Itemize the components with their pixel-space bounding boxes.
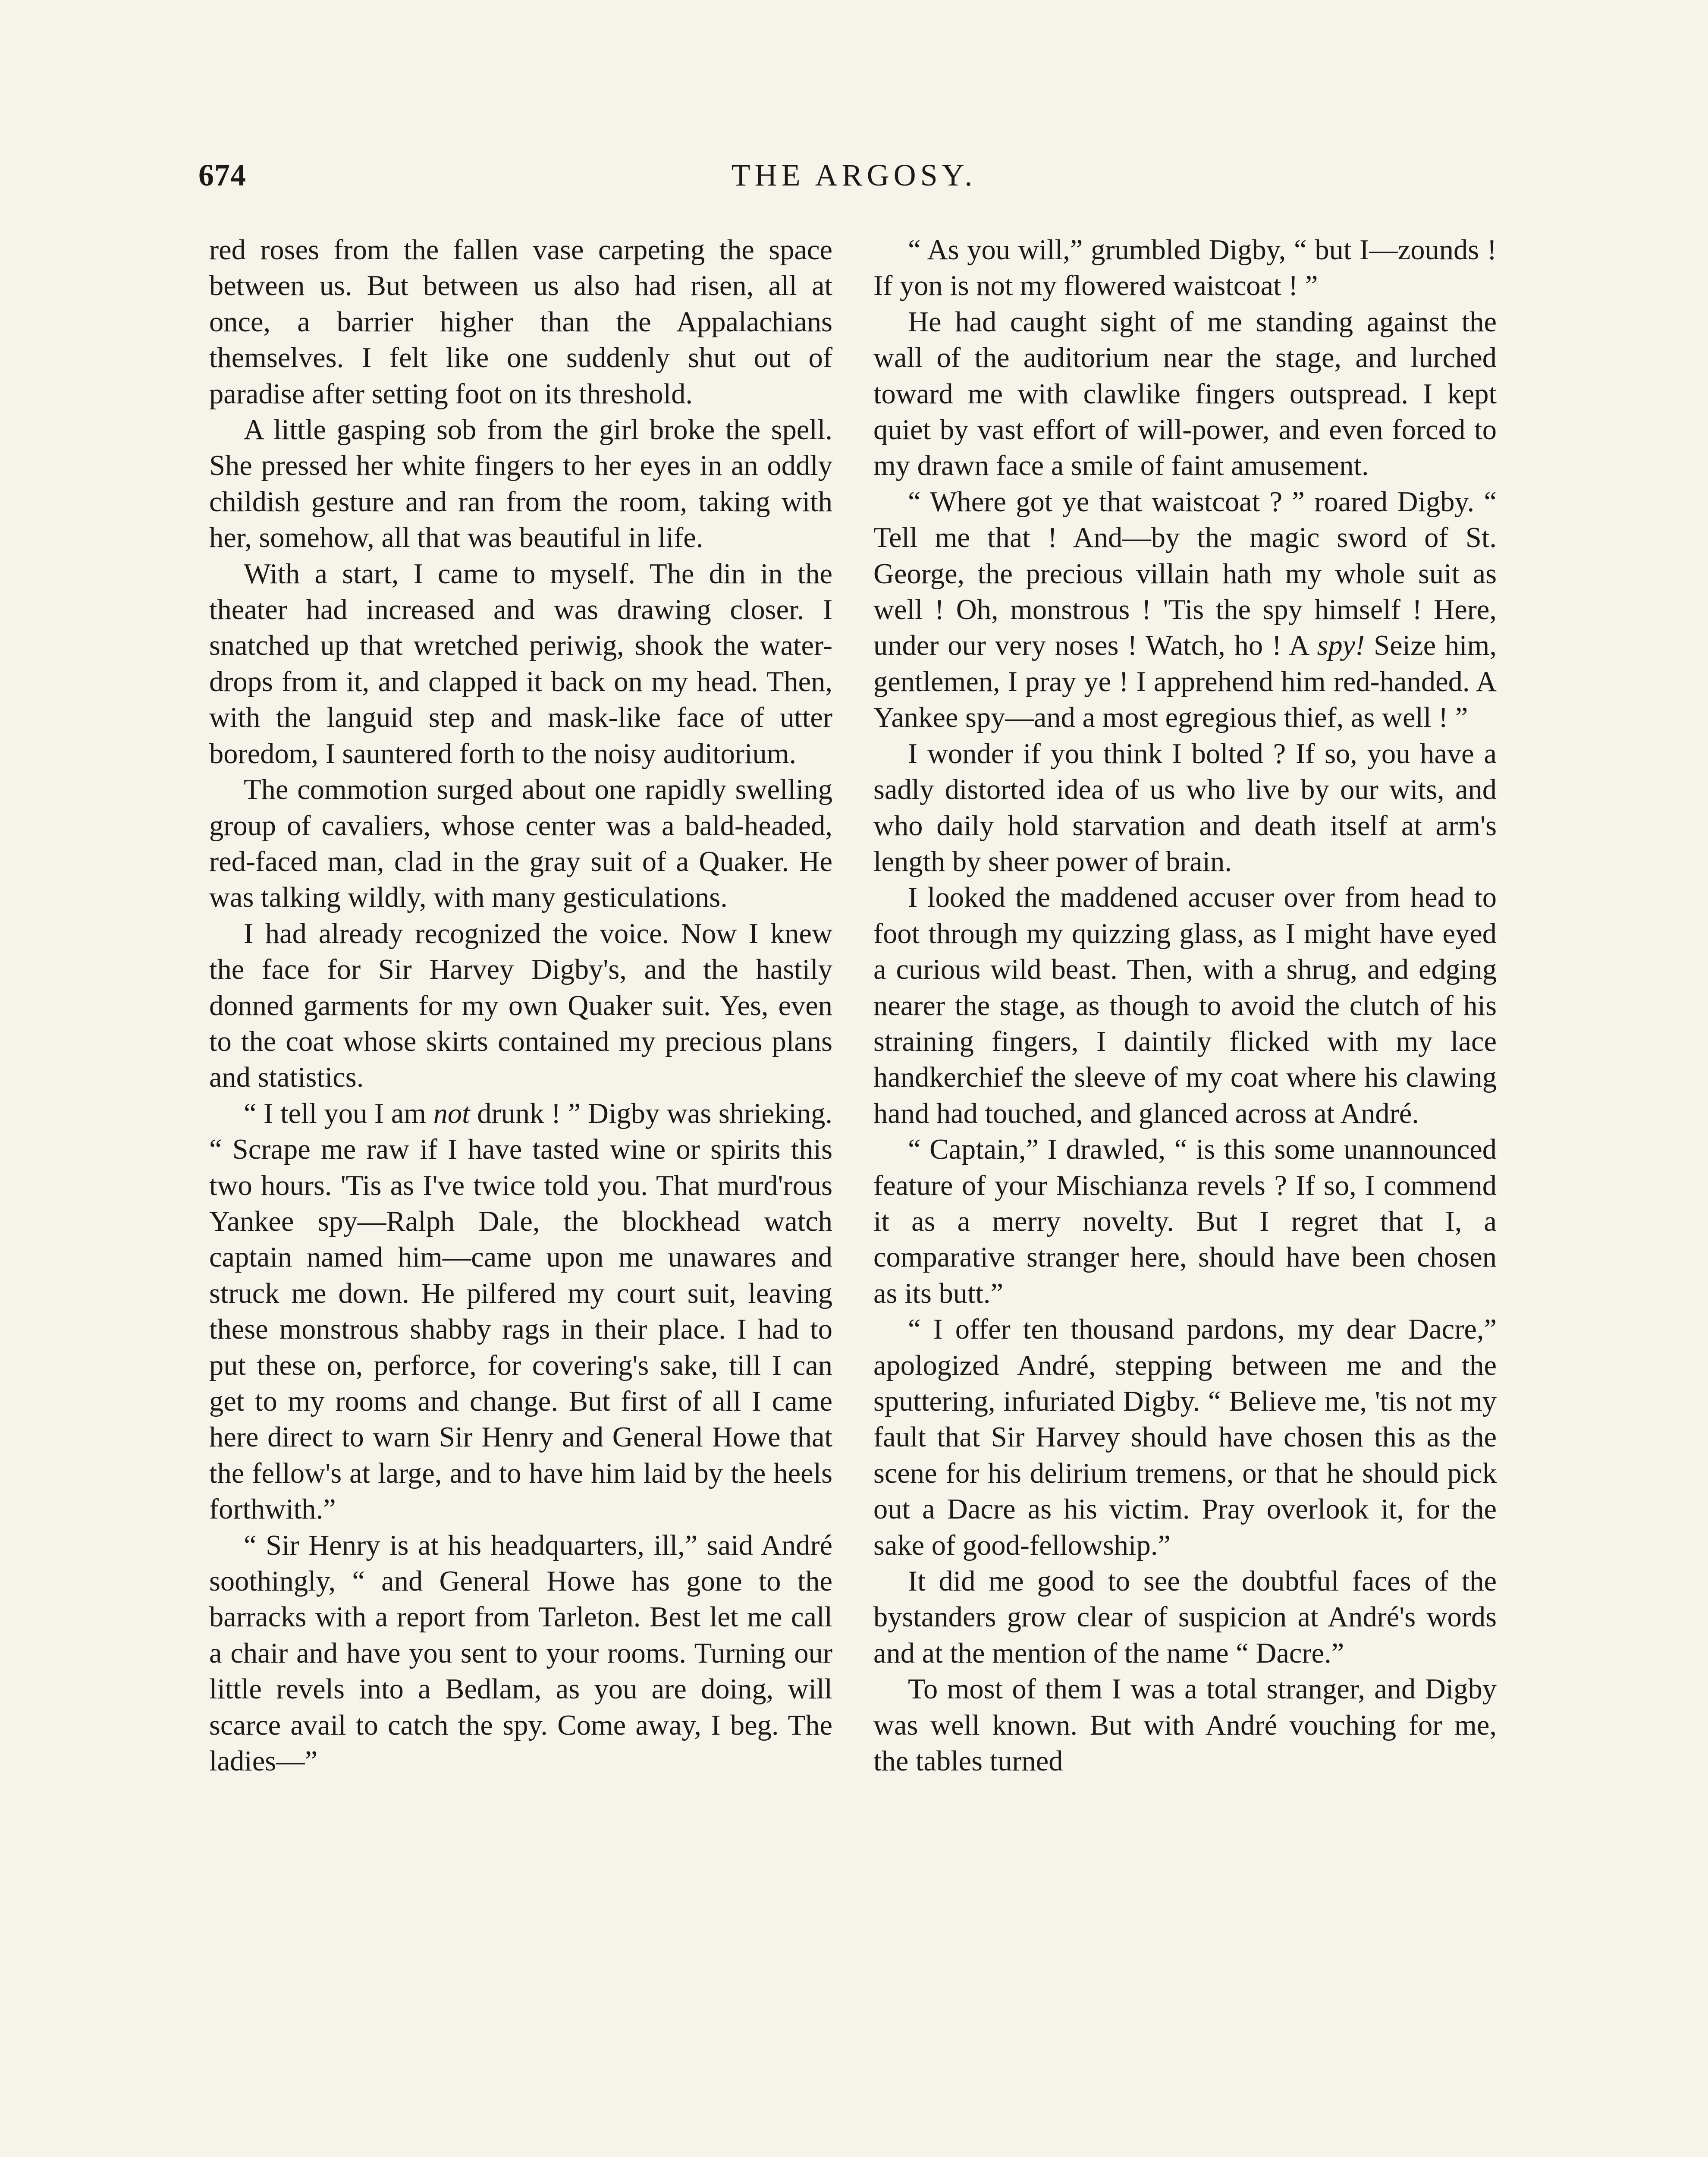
paragraph: “ Sir Henry is at his headquarters, ill,” said André soothingly, “ and General Howe has gone to the barracks with a report from Tarleton. Best let me call a chair and have you sent to your rooms. Turning our little revels into a Bedlam, as you are doing, will scarce avail to catch the spy. Come away, I beg. The ladies—” xyxy=(209,1529,832,1777)
paragraph: I wonder if you think I bolted ? If so, you have a sadly distorted idea of us who live by our wits, and who daily hold starvation and death itself at arm's length by sheer power of brain. xyxy=(873,738,1497,877)
paragraph: “ Captain,” I drawled, “ is this some unannounced feature of your Mischianza revels ? If so, I commend it as a merry novelty. But I regret that I, a comparative stranger here, should have been chosen as its butt.” xyxy=(873,1134,1497,1309)
page-number: 674 xyxy=(198,158,246,192)
paragraph: It did me good to see the doubtful faces of the bystanders grow clear of suspicion at André's words and at the mention of the name “ Dacre.” xyxy=(873,1566,1497,1669)
paragraph: A little gasping sob from the girl broke the spell. She pressed her white fingers to her eyes in an oddly childish gesture and ran from the room, taking with her, somehow, all that was beautiful in life. xyxy=(209,414,832,554)
paragraph: “ I offer ten thousand pardons, my dear Dacre,” apologized André, stepping between me and the sputtering, infuriated Digby. “ Believe me, 'tis not my fault that Sir Harvey should have chosen this as the scene for his delirium tremens, or that he should pick out a Dacre as his victim. Pray overlook it, for the sake of good-fellowship.” xyxy=(873,1314,1497,1561)
left-column xyxy=(209,232,832,1779)
paragraph: “ I tell you I am not drunk ! ” Digby was shrieking. “ Scrape me raw if I have tasted wine or spirits this two hours. 'Tis as I've twice told you. That murd'rous Yankee spy—Ralph Dale, the blockhead watch captain named him—came upon me unawares and struck me down. He pilfered my court suit, leaving these monstrous shabby rags in their place. I had to put these on, perforce, for covering's sake, till I can get to my rooms and change. But first of all I came here direct to warn Sir Henry and General Howe that the fellow's at large, and to have him laid by the heels forthwith.” xyxy=(209,1097,832,1525)
paragraph: With a start, I came to myself. The din in the theater had increased and was drawing closer. I snatched up that wretched periwig, shook the water-drops from it, and clapped it back on my head. Then, with the languid step and mask-like face of utter boredom, I sauntered forth to the noisy auditorium. xyxy=(209,558,832,770)
emphasis: not xyxy=(433,1097,470,1129)
paragraph: The commotion surged about one rapidly swelling group of cavaliers, whose center was a bald-headed, red-faced man, clad in the gray suit of a Quaker. He was talking wildly, with many gesticulations. xyxy=(209,774,832,914)
paragraph: “ Where got ye that waistcoat ? ” roared Digby. “ Tell me that ! And—by the magic sword of St. George, the precious villain hath my whole suit as well ! Oh, monstrous ! 'Tis the spy himself ! Here, under our very noses ! Watch, ho ! A spy! Seize him, gentlemen, I pray ye ! I apprehend him red-handed. A Yankee spy—and a most egregious thief, as well ! ” xyxy=(873,486,1497,734)
running-title: THE ARGOSY. xyxy=(731,158,977,192)
paragraph: “ As you will,” grumbled Digby, “ but I—zounds ! If yon is not my flowered waistcoat ! ” xyxy=(873,234,1497,302)
paragraph: He had caught sight of me standing against the wall of the auditorium near the stage, and lurched toward me with clawlike fingers outspread. I kept quiet by vast effort of will-power, and even forced to my drawn face a smile of faint amusement. xyxy=(873,306,1497,482)
paragraph: I had already recognized the voice. Now I knew the face for Sir Harvey Digby's, and the hastily donned garments for my own Quaker suit. Yes, even to the coat whose skirts contained my precious plans and statistics. xyxy=(209,918,832,1094)
paragraph: To most of them I was a total stranger, and Digby was well known. But with André vouching for me, the tables turned xyxy=(873,1673,1497,1777)
emphasis: spy! xyxy=(1317,630,1365,662)
page-header xyxy=(198,157,1510,205)
paragraph: red roses from the fallen vase carpeting the space between us. But between us also had risen, all at once, a barrier higher than the Appalachians themselves. I felt like one suddenly shut out of paradise after setting foot on its threshold. xyxy=(209,234,832,410)
paragraph: I looked the maddened accuser over from head to foot through my quizzing glass, as I might have eyed a curious wild beast. Then, with a shrug, and edging nearer the stage, as though to avoid the clutch of his straining fingers, I daintily flicked with my lace handkerchief the sleeve of my coat where his clawing hand had touched, and glanced across at André. xyxy=(873,882,1497,1129)
right-column xyxy=(873,232,1497,1779)
